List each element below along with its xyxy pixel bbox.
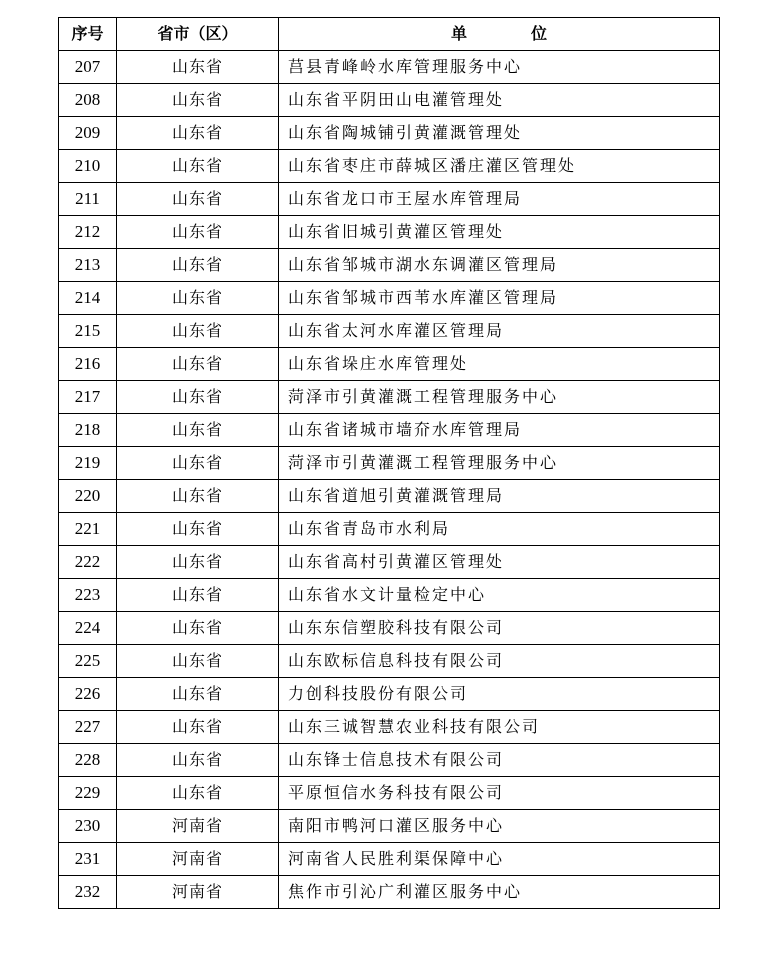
province-cell: 山东省	[117, 414, 279, 447]
unit-cell: 山东省龙口市王屋水库管理局	[279, 183, 720, 216]
unit-cell: 山东省道旭引黄灌溉管理局	[279, 480, 720, 513]
seq-cell: 218	[59, 414, 117, 447]
seq-cell: 221	[59, 513, 117, 546]
seq-cell: 208	[59, 84, 117, 117]
unit-cell: 菏泽市引黄灌溉工程管理服务中心	[279, 381, 720, 414]
province-cell: 山东省	[117, 777, 279, 810]
unit-cell: 山东省诸城市墙夼水库管理局	[279, 414, 720, 447]
seq-cell: 210	[59, 150, 117, 183]
unit-cell: 山东省平阴田山电灌管理处	[279, 84, 720, 117]
unit-cell: 山东省太河水库灌区管理局	[279, 315, 720, 348]
table-row	[59, 249, 720, 282]
table-row	[59, 876, 720, 909]
table-row	[59, 843, 720, 876]
province-cell: 河南省	[117, 843, 279, 876]
seq-cell: 229	[59, 777, 117, 810]
province-cell: 山东省	[117, 249, 279, 282]
table-row	[59, 183, 720, 216]
seq-cell: 209	[59, 117, 117, 150]
seq-cell: 227	[59, 711, 117, 744]
header-province: 省市（区）	[117, 18, 279, 51]
unit-cell: 山东省旧城引黄灌区管理处	[279, 216, 720, 249]
unit-cell: 菏泽市引黄灌溉工程管理服务中心	[279, 447, 720, 480]
table-row	[59, 612, 720, 645]
province-cell: 山东省	[117, 183, 279, 216]
province-cell: 山东省	[117, 348, 279, 381]
table-row	[59, 51, 720, 84]
unit-cell: 山东省垛庄水库管理处	[279, 348, 720, 381]
province-cell: 山东省	[117, 315, 279, 348]
unit-cell: 山东省水文计量检定中心	[279, 579, 720, 612]
seq-cell: 215	[59, 315, 117, 348]
province-cell: 山东省	[117, 546, 279, 579]
unit-cell: 平原恒信水务科技有限公司	[279, 777, 720, 810]
table-row	[59, 645, 720, 678]
seq-cell: 222	[59, 546, 117, 579]
unit-cell: 南阳市鸭河口灌区服务中心	[279, 810, 720, 843]
unit-cell: 山东锋士信息技术有限公司	[279, 744, 720, 777]
seq-cell: 231	[59, 843, 117, 876]
seq-cell: 219	[59, 447, 117, 480]
province-cell: 山东省	[117, 678, 279, 711]
seq-cell: 228	[59, 744, 117, 777]
province-cell: 山东省	[117, 612, 279, 645]
table-row	[59, 315, 720, 348]
unit-cell: 山东省高村引黄灌区管理处	[279, 546, 720, 579]
table-row	[59, 678, 720, 711]
seq-cell: 230	[59, 810, 117, 843]
unit-cell: 山东省青岛市水利局	[279, 513, 720, 546]
seq-cell: 224	[59, 612, 117, 645]
unit-cell: 山东省邹城市湖水东调灌区管理局	[279, 249, 720, 282]
table-row	[59, 447, 720, 480]
table-row	[59, 480, 720, 513]
unit-cell: 山东省陶城铺引黄灌溉管理处	[279, 117, 720, 150]
unit-cell: 山东东信塑胶科技有限公司	[279, 612, 720, 645]
table-body	[59, 51, 720, 909]
province-cell: 山东省	[117, 711, 279, 744]
province-cell: 山东省	[117, 579, 279, 612]
table-row	[59, 282, 720, 315]
province-cell: 山东省	[117, 513, 279, 546]
header-row	[59, 18, 720, 51]
province-cell: 河南省	[117, 810, 279, 843]
province-cell: 山东省	[117, 744, 279, 777]
province-cell: 山东省	[117, 447, 279, 480]
unit-cell: 河南省人民胜利渠保障中心	[279, 843, 720, 876]
seq-cell: 220	[59, 480, 117, 513]
seq-cell: 213	[59, 249, 117, 282]
seq-cell: 214	[59, 282, 117, 315]
table-row	[59, 579, 720, 612]
province-cell: 山东省	[117, 645, 279, 678]
province-cell: 山东省	[117, 381, 279, 414]
unit-cell: 山东省枣庄市薛城区潘庄灌区管理处	[279, 150, 720, 183]
table-row	[59, 216, 720, 249]
header-unit: 单 位	[279, 18, 720, 51]
province-cell: 山东省	[117, 282, 279, 315]
unit-cell: 山东省邹城市西苇水库灌区管理局	[279, 282, 720, 315]
seq-cell: 212	[59, 216, 117, 249]
table-row	[59, 546, 720, 579]
header-seq: 序号	[59, 18, 117, 51]
seq-cell: 211	[59, 183, 117, 216]
seq-cell: 232	[59, 876, 117, 909]
units-table	[58, 17, 720, 909]
seq-cell: 207	[59, 51, 117, 84]
unit-cell: 力创科技股份有限公司	[279, 678, 720, 711]
seq-cell: 225	[59, 645, 117, 678]
table-row	[59, 348, 720, 381]
province-cell: 山东省	[117, 216, 279, 249]
table-row	[59, 84, 720, 117]
unit-cell: 山东三诚智慧农业科技有限公司	[279, 711, 720, 744]
seq-cell: 226	[59, 678, 117, 711]
unit-cell: 莒县青峰岭水库管理服务中心	[279, 51, 720, 84]
seq-cell: 223	[59, 579, 117, 612]
table-row	[59, 381, 720, 414]
table-row	[59, 744, 720, 777]
unit-cell: 焦作市引沁广利灌区服务中心	[279, 876, 720, 909]
table-row	[59, 711, 720, 744]
table-row	[59, 150, 720, 183]
province-cell: 山东省	[117, 150, 279, 183]
table-row	[59, 777, 720, 810]
table-row	[59, 513, 720, 546]
table-row	[59, 117, 720, 150]
seq-cell: 217	[59, 381, 117, 414]
province-cell: 河南省	[117, 876, 279, 909]
province-cell: 山东省	[117, 480, 279, 513]
province-cell: 山东省	[117, 117, 279, 150]
province-cell: 山东省	[117, 84, 279, 117]
province-cell: 山东省	[117, 51, 279, 84]
seq-cell: 216	[59, 348, 117, 381]
unit-cell: 山东欧标信息科技有限公司	[279, 645, 720, 678]
table-row	[59, 810, 720, 843]
table-row	[59, 414, 720, 447]
